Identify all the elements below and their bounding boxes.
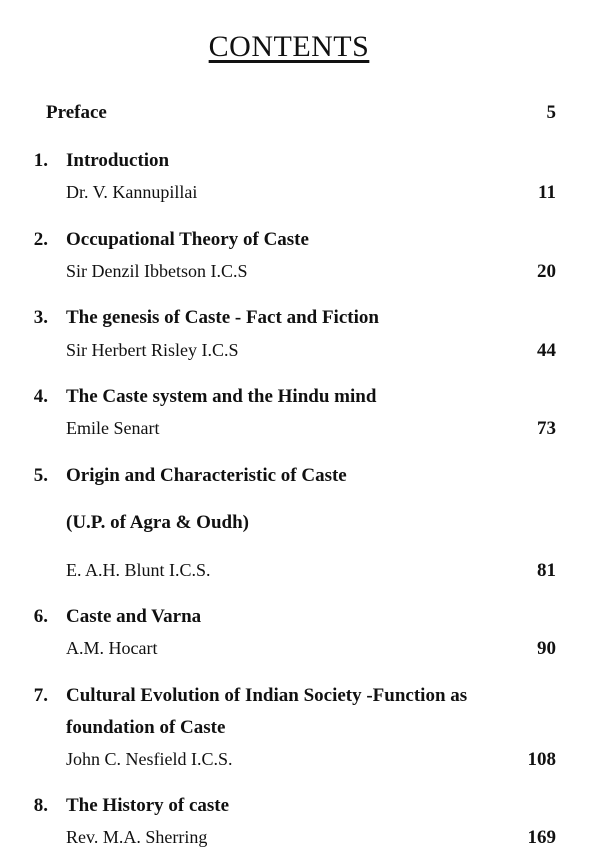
entry-page: 108: [527, 749, 556, 770]
entry-title: Occupational Theory of Caste: [66, 229, 309, 250]
entry-title: Introduction: [66, 150, 170, 171]
entry-title: The Caste system and the Hindu mind: [66, 386, 377, 407]
entry-page: 90: [537, 638, 556, 659]
entry-title: Caste and Varna: [66, 606, 202, 627]
entry-page: 81: [537, 560, 556, 581]
entry-number: 5.: [33, 465, 48, 486]
entry-title-line2: foundation of Caste: [66, 717, 226, 738]
entry-author: E. A.H. Blunt I.C.S.: [66, 560, 211, 580]
entry-author: John C. Nesfield I.C.S.: [66, 749, 233, 769]
entry-author: Sir Herbert Risley I.C.S: [66, 340, 239, 360]
entry-page: 11: [538, 182, 556, 203]
entry-page: 20: [537, 261, 556, 282]
entry-page: 73: [537, 418, 556, 439]
entry-number: 1.: [33, 150, 48, 171]
entry-number: 2.: [33, 229, 48, 250]
entry-author: Rev. M.A. Sherring: [66, 827, 208, 847]
entry-title: Origin and Characteristic of Caste: [66, 465, 347, 486]
entry-number: 3.: [33, 307, 48, 328]
entry-number: 6.: [33, 606, 48, 627]
entry-author: Sir Denzil Ibbetson I.C.S: [66, 261, 248, 281]
entry-page: 44: [537, 340, 556, 361]
entry-page: 5: [546, 102, 556, 123]
entry-number: 7.: [33, 685, 48, 706]
entry-number: 8.: [33, 795, 48, 816]
entry-author: A.M. Hocart: [66, 638, 158, 658]
entry-number: 4.: [33, 386, 48, 407]
entry-title: The History of caste: [66, 795, 230, 816]
entry-author: Emile Senart: [66, 418, 160, 438]
entry-title: Cultural Evolution of Indian Society -Function as: [66, 685, 468, 706]
entry-title: Preface: [46, 102, 107, 123]
entry-page: 169: [527, 827, 556, 848]
entry-author: Dr. V. Kannupillai: [66, 182, 198, 202]
entry-title: The genesis of Caste - Fact and Fiction: [66, 307, 379, 328]
contents-title: CONTENTS: [208, 30, 370, 63]
entry-title-line2: (U.P. of Agra & Oudh): [66, 512, 249, 533]
